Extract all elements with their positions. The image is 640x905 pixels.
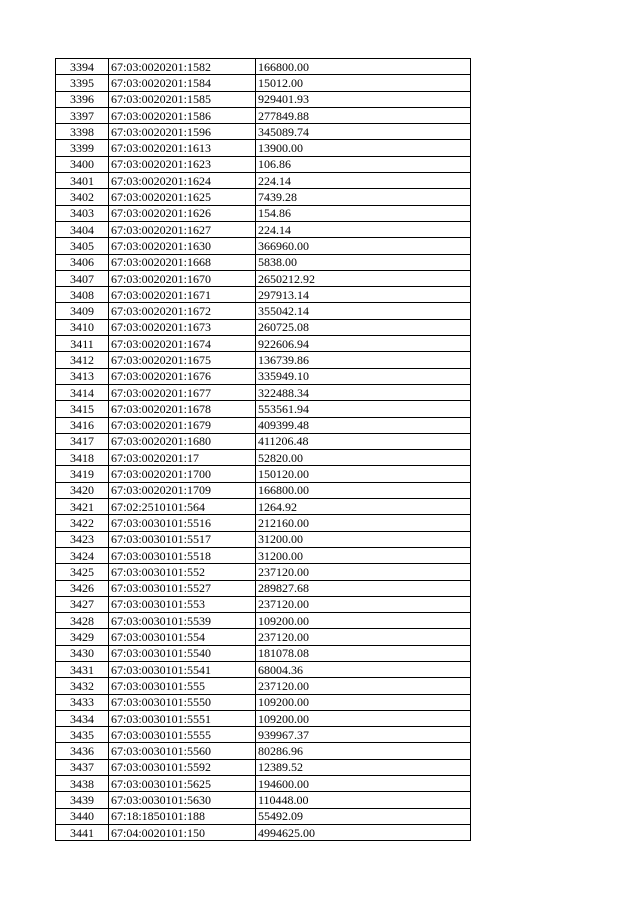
table-row	[56, 433, 471, 449]
row-number-cell: 3411	[56, 336, 109, 352]
value-cell: 55492.09	[256, 808, 471, 824]
table-row	[56, 221, 471, 237]
value-cell: 52820.00	[256, 450, 471, 466]
row-number-cell: 3401	[56, 173, 109, 189]
row-number-cell: 3428	[56, 613, 109, 629]
cadastral-number-cell: 67:03:0030101:552	[109, 564, 256, 580]
row-number-cell: 3410	[56, 319, 109, 335]
cadastral-number-cell: 67:03:0020201:1674	[109, 336, 256, 352]
value-cell: 237120.00	[256, 596, 471, 612]
row-number-cell: 3422	[56, 515, 109, 531]
value-cell: 409399.48	[256, 417, 471, 433]
row-number-cell: 3416	[56, 417, 109, 433]
value-cell: 297913.14	[256, 287, 471, 303]
table-row	[56, 580, 471, 596]
value-cell: 1264.92	[256, 499, 471, 515]
row-number-cell: 3441	[56, 824, 109, 840]
value-cell: 31200.00	[256, 547, 471, 563]
row-number-cell: 3398	[56, 124, 109, 140]
value-cell: 5838.00	[256, 254, 471, 270]
row-number-cell: 3414	[56, 384, 109, 400]
cadastral-number-cell: 67:03:0020201:1679	[109, 417, 256, 433]
table-row	[56, 613, 471, 629]
value-cell: 136739.86	[256, 352, 471, 368]
table-row	[56, 124, 471, 140]
table-row	[56, 238, 471, 254]
table-row	[56, 564, 471, 580]
row-number-cell: 3440	[56, 808, 109, 824]
table-row	[56, 352, 471, 368]
row-number-cell: 3430	[56, 645, 109, 661]
table-row	[56, 254, 471, 270]
value-cell: 553561.94	[256, 401, 471, 417]
row-number-cell: 3424	[56, 547, 109, 563]
cadastral-number-cell: 67:03:0030101:554	[109, 629, 256, 645]
value-cell: 366960.00	[256, 238, 471, 254]
row-number-cell: 3400	[56, 156, 109, 172]
value-cell: 166800.00	[256, 59, 471, 75]
table-row	[56, 710, 471, 726]
value-cell: 335949.10	[256, 368, 471, 384]
row-number-cell: 3404	[56, 221, 109, 237]
cadastral-number-cell: 67:03:0020201:1673	[109, 319, 256, 335]
cadastral-number-cell: 67:03:0030101:5555	[109, 727, 256, 743]
cadastral-number-cell: 67:03:0020201:1675	[109, 352, 256, 368]
cadastral-number-cell: 67:03:0020201:17	[109, 450, 256, 466]
cadastral-number-cell: 67:03:0020201:1678	[109, 401, 256, 417]
row-number-cell: 3436	[56, 743, 109, 759]
row-number-cell: 3426	[56, 580, 109, 596]
value-cell: 224.14	[256, 221, 471, 237]
row-number-cell: 3394	[56, 59, 109, 75]
cadastral-number-cell: 67:03:0020201:1630	[109, 238, 256, 254]
row-number-cell: 3397	[56, 107, 109, 123]
cadastral-number-cell: 67:03:0020201:1623	[109, 156, 256, 172]
table-row	[56, 466, 471, 482]
row-number-cell: 3433	[56, 694, 109, 710]
cadastral-number-cell: 67:03:0020201:1709	[109, 482, 256, 498]
value-cell: 68004.36	[256, 661, 471, 677]
row-number-cell: 3417	[56, 433, 109, 449]
cadastral-number-cell: 67:03:0030101:5625	[109, 776, 256, 792]
row-number-cell: 3434	[56, 710, 109, 726]
row-number-cell: 3403	[56, 205, 109, 221]
cadastral-number-cell: 67:03:0020201:1584	[109, 75, 256, 91]
table-row	[56, 629, 471, 645]
cadastral-number-cell: 67:03:0030101:5630	[109, 792, 256, 808]
value-cell: 150120.00	[256, 466, 471, 482]
table-row	[56, 156, 471, 172]
row-number-cell: 3432	[56, 678, 109, 694]
table-row	[56, 727, 471, 743]
table-row	[56, 547, 471, 563]
value-cell: 31200.00	[256, 531, 471, 547]
value-cell: 411206.48	[256, 433, 471, 449]
value-cell: 237120.00	[256, 629, 471, 645]
value-cell: 2650212.92	[256, 270, 471, 286]
value-cell: 7439.28	[256, 189, 471, 205]
table-row	[56, 205, 471, 221]
row-number-cell: 3438	[56, 776, 109, 792]
row-number-cell: 3418	[56, 450, 109, 466]
table-row	[56, 661, 471, 677]
cadastral-number-cell: 67:18:1850101:188	[109, 808, 256, 824]
table-row	[56, 401, 471, 417]
cadastral-number-cell: 67:03:0020201:1627	[109, 221, 256, 237]
value-cell: 109200.00	[256, 613, 471, 629]
cadastral-number-cell: 67:03:0020201:1677	[109, 384, 256, 400]
cadastral-number-cell: 67:03:0020201:1680	[109, 433, 256, 449]
row-number-cell: 3413	[56, 368, 109, 384]
cadastral-number-cell: 67:03:0030101:5518	[109, 547, 256, 563]
table-row	[56, 336, 471, 352]
cadastral-number-cell: 67:03:0030101:5527	[109, 580, 256, 596]
table-row	[56, 808, 471, 824]
value-cell: 224.14	[256, 173, 471, 189]
row-number-cell: 3408	[56, 287, 109, 303]
table-row	[56, 759, 471, 775]
cadastral-number-cell: 67:03:0020201:1585	[109, 91, 256, 107]
value-cell: 939967.37	[256, 727, 471, 743]
value-cell: 237120.00	[256, 564, 471, 580]
table-row	[56, 596, 471, 612]
table-row	[56, 91, 471, 107]
value-cell: 106.86	[256, 156, 471, 172]
value-cell: 355042.14	[256, 303, 471, 319]
cadastral-number-cell: 67:03:0030101:5516	[109, 515, 256, 531]
cadastral-number-cell: 67:03:0030101:5550	[109, 694, 256, 710]
table-row	[56, 645, 471, 661]
row-number-cell: 3412	[56, 352, 109, 368]
cadastral-number-cell: 67:03:0020201:1582	[109, 59, 256, 75]
table-row	[56, 140, 471, 156]
value-cell: 237120.00	[256, 678, 471, 694]
cadastral-number-cell: 67:03:0020201:1596	[109, 124, 256, 140]
row-number-cell: 3420	[56, 482, 109, 498]
value-cell: 109200.00	[256, 694, 471, 710]
cadastral-number-cell: 67:03:0020201:1700	[109, 466, 256, 482]
table-row	[56, 515, 471, 531]
row-number-cell: 3429	[56, 629, 109, 645]
cadastral-number-cell: 67:03:0030101:555	[109, 678, 256, 694]
table-row	[56, 173, 471, 189]
table-row	[56, 531, 471, 547]
row-number-cell: 3405	[56, 238, 109, 254]
value-cell: 922606.94	[256, 336, 471, 352]
cadastral-number-cell: 67:03:0020201:1624	[109, 173, 256, 189]
value-cell: 15012.00	[256, 75, 471, 91]
table-row	[56, 824, 471, 840]
table-row	[56, 287, 471, 303]
table-row	[56, 743, 471, 759]
cadastral-number-cell: 67:03:0030101:5551	[109, 710, 256, 726]
row-number-cell: 3431	[56, 661, 109, 677]
row-number-cell: 3406	[56, 254, 109, 270]
value-cell: 181078.08	[256, 645, 471, 661]
cadastral-number-cell: 67:03:0020201:1671	[109, 287, 256, 303]
cadastral-number-cell: 67:03:0020201:1672	[109, 303, 256, 319]
table-body	[56, 59, 471, 841]
cadastral-number-cell: 67:03:0020201:1670	[109, 270, 256, 286]
cadastral-number-cell: 67:03:0020201:1625	[109, 189, 256, 205]
row-number-cell: 3427	[56, 596, 109, 612]
table-row	[56, 319, 471, 335]
value-cell: 110448.00	[256, 792, 471, 808]
value-cell: 80286.96	[256, 743, 471, 759]
cadastral-number-cell: 67:03:0020201:1668	[109, 254, 256, 270]
cadastral-number-cell: 67:03:0020201:1676	[109, 368, 256, 384]
table-row	[56, 417, 471, 433]
table-row	[56, 694, 471, 710]
value-cell: 289827.68	[256, 580, 471, 596]
row-number-cell: 3409	[56, 303, 109, 319]
cadastral-number-cell: 67:03:0030101:5539	[109, 613, 256, 629]
table-row	[56, 384, 471, 400]
value-cell: 212160.00	[256, 515, 471, 531]
row-number-cell: 3421	[56, 499, 109, 515]
cadastral-number-cell: 67:03:0030101:5592	[109, 759, 256, 775]
table-row	[56, 450, 471, 466]
table-row	[56, 75, 471, 91]
value-cell: 154.86	[256, 205, 471, 221]
row-number-cell: 3437	[56, 759, 109, 775]
data-table	[55, 58, 471, 841]
cadastral-number-cell: 67:03:0020201:1613	[109, 140, 256, 156]
table-row	[56, 368, 471, 384]
value-cell: 166800.00	[256, 482, 471, 498]
row-number-cell: 3423	[56, 531, 109, 547]
value-cell: 277849.88	[256, 107, 471, 123]
row-number-cell: 3399	[56, 140, 109, 156]
table-row	[56, 678, 471, 694]
value-cell: 13900.00	[256, 140, 471, 156]
table-row	[56, 107, 471, 123]
value-cell: 345089.74	[256, 124, 471, 140]
value-cell: 12389.52	[256, 759, 471, 775]
row-number-cell: 3415	[56, 401, 109, 417]
table-row	[56, 59, 471, 75]
table-row	[56, 776, 471, 792]
value-cell: 260725.08	[256, 319, 471, 335]
value-cell: 109200.00	[256, 710, 471, 726]
cadastral-number-cell: 67:03:0030101:5540	[109, 645, 256, 661]
row-number-cell: 3435	[56, 727, 109, 743]
row-number-cell: 3396	[56, 91, 109, 107]
cadastral-number-cell: 67:03:0020201:1586	[109, 107, 256, 123]
row-number-cell: 3407	[56, 270, 109, 286]
value-cell: 322488.34	[256, 384, 471, 400]
value-cell: 929401.93	[256, 91, 471, 107]
table-row	[56, 303, 471, 319]
row-number-cell: 3419	[56, 466, 109, 482]
cadastral-number-cell: 67:02:2510101:564	[109, 499, 256, 515]
table-row	[56, 270, 471, 286]
row-number-cell: 3402	[56, 189, 109, 205]
cadastral-number-cell: 67:04:0020101:150	[109, 824, 256, 840]
cadastral-number-cell: 67:03:0020201:1626	[109, 205, 256, 221]
value-cell: 4994625.00	[256, 824, 471, 840]
table-row	[56, 482, 471, 498]
cadastral-number-cell: 67:03:0030101:5541	[109, 661, 256, 677]
row-number-cell: 3425	[56, 564, 109, 580]
cadastral-number-cell: 67:03:0030101:5560	[109, 743, 256, 759]
row-number-cell: 3395	[56, 75, 109, 91]
cadastral-number-cell: 67:03:0030101:5517	[109, 531, 256, 547]
table-row	[56, 499, 471, 515]
value-cell: 194600.00	[256, 776, 471, 792]
row-number-cell: 3439	[56, 792, 109, 808]
table-row	[56, 189, 471, 205]
cadastral-number-cell: 67:03:0030101:553	[109, 596, 256, 612]
table-row	[56, 792, 471, 808]
